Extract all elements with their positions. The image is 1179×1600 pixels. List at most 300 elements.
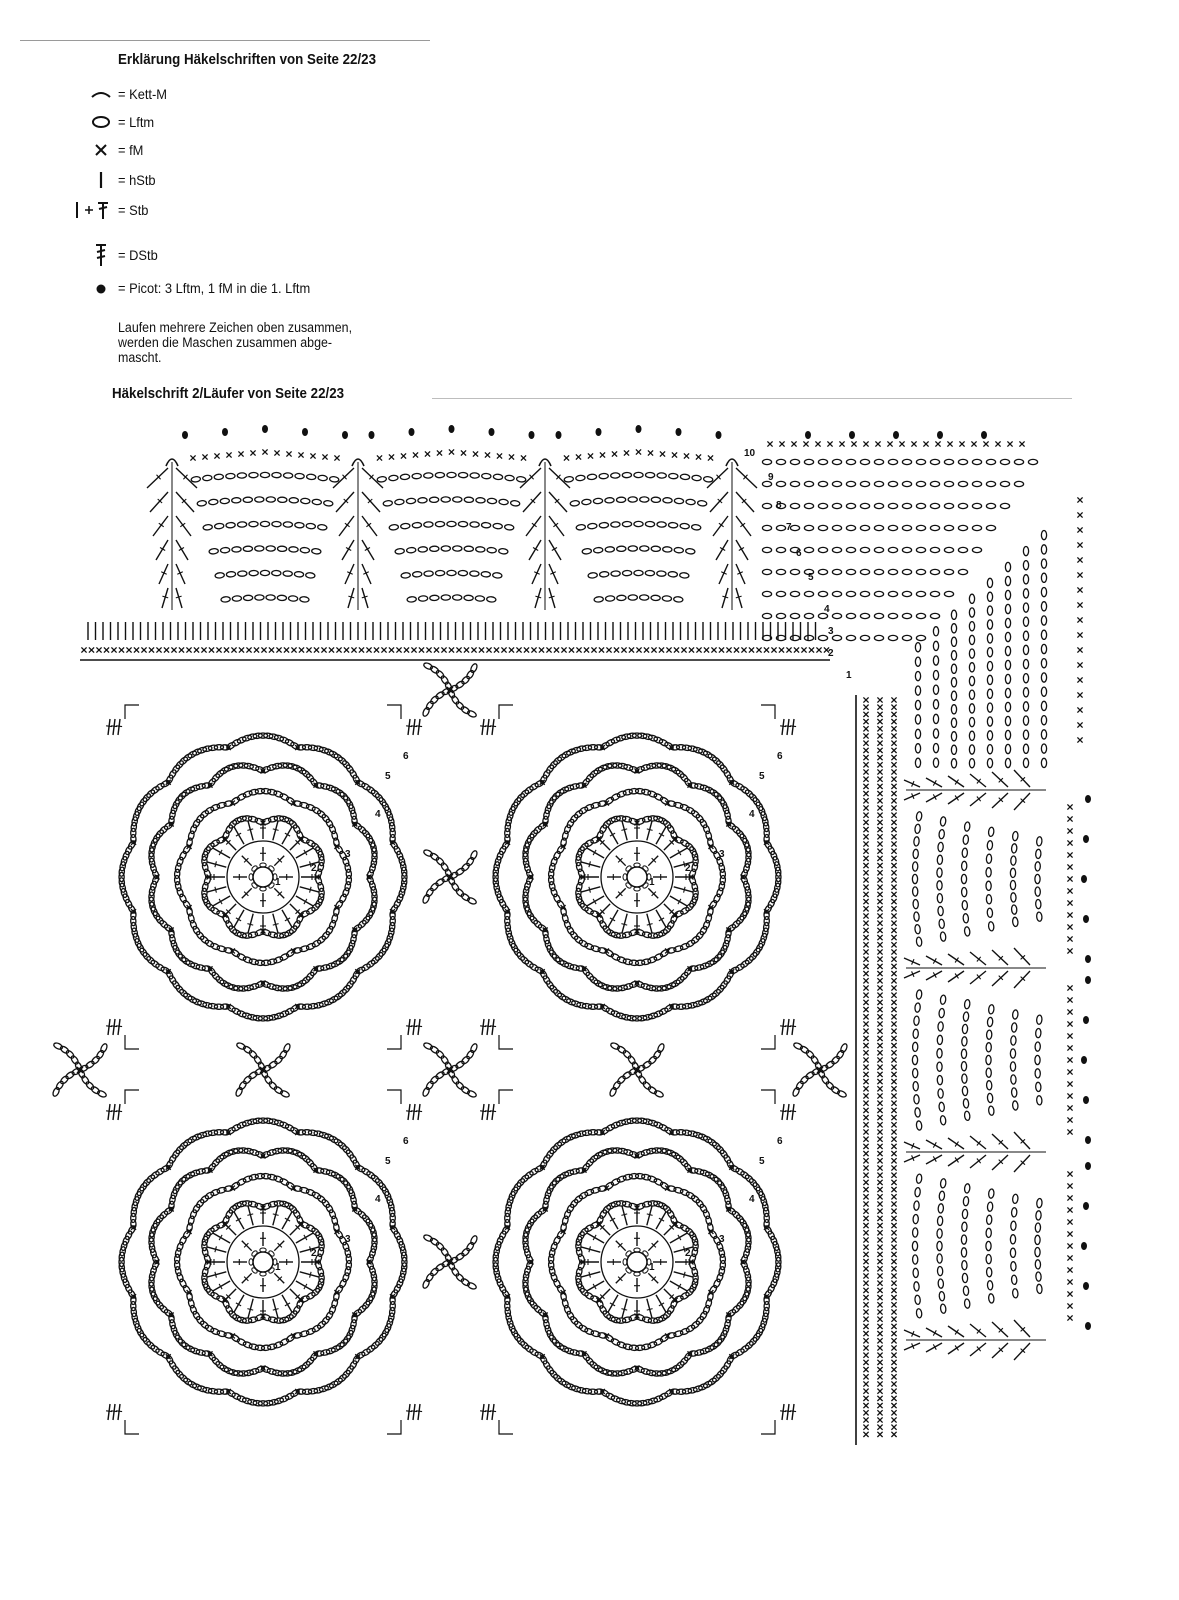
chain-stitch: [1023, 660, 1028, 669]
picot-stitch: [1085, 955, 1091, 963]
single-crochet-stitch: [877, 755, 882, 760]
chain-stitch: [986, 881, 991, 890]
double-crochet-stitch: [207, 1272, 226, 1277]
chain-stitch: [912, 862, 917, 871]
double-crochet-stitch: [242, 856, 252, 866]
chain-stitch: [1005, 646, 1010, 655]
chain-stitch: [832, 525, 841, 530]
single-crochet-stitch: [891, 863, 896, 868]
chain-stitch: [455, 1081, 465, 1091]
picot-stitch: [805, 431, 811, 439]
chain-stitch: [972, 503, 981, 508]
single-crochet-stitch: [456, 647, 461, 652]
single-crochet-stitch: [877, 1144, 882, 1149]
single-crochet-stitch: [891, 957, 896, 962]
chain-stitch: [388, 1313, 395, 1323]
chain-stitch: [120, 1273, 128, 1283]
flower-motif: [106, 705, 422, 1049]
single-crochet-stitch: [995, 441, 1000, 446]
double-crochet-stitch: [520, 468, 541, 488]
single-crochet-stitch: [863, 1057, 868, 1062]
chain-stitch: [770, 1235, 778, 1246]
double-crochet-stitch: [549, 516, 564, 536]
chain-stitch: [1005, 576, 1010, 585]
chain-stitch: [251, 1250, 258, 1257]
chain-stitch: [1000, 481, 1009, 486]
chain-stitch: [1041, 744, 1046, 753]
single-crochet-stitch: [336, 647, 341, 652]
border-layer: [80, 425, 1091, 1445]
chain-stitch: [846, 635, 855, 640]
chain-stitch: [902, 481, 911, 486]
single-crochet-stitch: [306, 647, 311, 652]
double-crochet-stitch: [408, 1404, 410, 1420]
chain-stitch: [623, 1368, 633, 1376]
chain-stitch: [175, 863, 182, 873]
motif-corner-line: [387, 1035, 401, 1049]
stitch-crossbar: [647, 1214, 653, 1216]
single-crochet-stitch: [863, 1021, 868, 1026]
double-crochet-stitch: [948, 954, 964, 965]
chain-stitch: [1011, 1262, 1017, 1271]
chain-stitch: [840, 1043, 849, 1054]
chain-stitch: [938, 1022, 944, 1032]
single-crochet-stitch: [426, 647, 431, 652]
double-crochet-stitch: [648, 856, 658, 866]
chain-stitch: [85, 1081, 95, 1091]
chain-stitch: [576, 1387, 586, 1394]
single-crochet-stitch: [877, 834, 882, 839]
chain-stitch: [122, 1235, 130, 1246]
chain-stitch: [776, 591, 785, 596]
single-crochet-stitch: [891, 1259, 896, 1264]
chain-stitch: [412, 522, 422, 528]
chain-stitch: [1035, 1260, 1041, 1269]
single-crochet-stitch: [863, 726, 868, 731]
chain-stitch: [916, 591, 925, 596]
chain-stitch: [319, 1131, 329, 1139]
chain-stitch: [1023, 730, 1028, 739]
chain-stitch: [972, 481, 981, 486]
single-crochet-stitch: [877, 1425, 882, 1430]
chain-stitch: [571, 746, 581, 754]
stitch-crossbar: [589, 887, 591, 893]
chain-stitch: [1012, 1194, 1018, 1204]
double-crochet-stitch: [549, 468, 570, 488]
chain-stitch: [398, 888, 406, 898]
single-crochet-stitch: [891, 1065, 896, 1070]
chain-stitch: [653, 1395, 664, 1403]
chain-stitch: [933, 656, 938, 665]
chain-stitch: [470, 571, 479, 577]
chain-stitch: [776, 569, 785, 574]
chain-stitch: [505, 1313, 512, 1323]
motif-corner-line: [387, 1090, 401, 1104]
single-crochet-stitch: [863, 1043, 868, 1048]
double-crochet-stitch: [608, 1212, 618, 1229]
chain-stitch: [1035, 1055, 1040, 1064]
chain-stitch: [1041, 588, 1046, 597]
single-crochet-stitch: [863, 971, 868, 976]
chain-stitch: [561, 750, 572, 759]
single-crochet-stitch: [839, 441, 844, 446]
chain-stitch: [913, 1268, 919, 1277]
chain-stitch: [804, 459, 813, 464]
chain-stitch: [825, 1081, 835, 1091]
chain-stitch: [776, 481, 785, 486]
chain-stitch: [435, 878, 446, 888]
chain-stitch: [913, 899, 919, 908]
chain-stitch: [951, 637, 956, 646]
double-crochet-stitch: [342, 540, 354, 560]
chain-stitch: [776, 613, 785, 618]
chain-stitch: [243, 595, 252, 601]
chain-stitch: [499, 499, 509, 505]
chain-stitch: [197, 1385, 207, 1393]
single-crochet-stitch: [81, 647, 86, 652]
chain-stitch: [628, 595, 637, 600]
chain-stitch: [134, 806, 142, 817]
single-crochet-stitch: [891, 1374, 896, 1379]
chain-stitch: [236, 1121, 247, 1129]
chain-stitch: [226, 522, 236, 528]
chain-stitch: [455, 1252, 466, 1262]
chain-stitch: [915, 924, 921, 934]
single-crochet-stitch: [891, 928, 896, 933]
chain-stitch: [939, 829, 945, 839]
chain-stitch: [668, 522, 678, 528]
single-crochet-stitch: [377, 455, 382, 460]
single-crochet-stitch: [1077, 512, 1082, 517]
single-crochet-stitch: [877, 1014, 882, 1019]
chain-stitch: [986, 525, 995, 530]
chain-stitch: [494, 888, 502, 898]
chain-stitch: [964, 1184, 970, 1194]
chain-stitch: [708, 1284, 718, 1295]
single-crochet-stitch: [749, 647, 754, 652]
single-crochet-stitch: [863, 791, 868, 796]
chain-stitch: [505, 816, 512, 826]
stitch-crossbar: [589, 861, 591, 867]
chain-stitch: [972, 525, 981, 530]
chain-stitch: [247, 1118, 257, 1125]
chain-stitch: [937, 1241, 942, 1250]
chain-stitch: [692, 475, 702, 481]
chain-stitch: [576, 1130, 586, 1137]
chain-stitch: [628, 497, 637, 502]
single-crochet-stitch: [877, 813, 882, 818]
single-crochet-stitch: [877, 913, 882, 918]
motif-round-number: 2: [685, 1248, 691, 1259]
chain-stitch: [131, 928, 138, 938]
chain-stitch: [969, 759, 974, 768]
chain-stitch: [1005, 618, 1010, 627]
single-crochet-stitch: [329, 647, 334, 652]
motif-layer: [52, 662, 848, 1434]
chain-stitch: [625, 1250, 632, 1257]
single-crochet-stitch: [226, 452, 231, 457]
single-crochet-stitch: [877, 1122, 882, 1127]
single-crochet-stitch: [877, 849, 882, 854]
single-crochet-stitch: [624, 450, 629, 455]
chain-stitch: [1010, 880, 1015, 889]
chain-stitch: [653, 1121, 664, 1129]
chain-stitch: [493, 474, 503, 480]
chain-stitch: [400, 1268, 407, 1278]
chain-stitch: [846, 503, 855, 508]
chain-stitch: [610, 1121, 621, 1129]
single-crochet-stitch: [863, 1396, 868, 1401]
chain-stitch: [634, 472, 643, 477]
chain-stitch: [447, 472, 456, 477]
double-crochet-stitch: [616, 888, 626, 898]
chain-stitch: [255, 546, 264, 551]
single-crochet-stitch: [674, 647, 679, 652]
single-crochet-stitch: [891, 949, 896, 954]
single-crochet-stitch: [1067, 1021, 1072, 1026]
double-crochet-stitch: [413, 1019, 415, 1035]
double-crochet-stitch: [970, 793, 986, 806]
chain-stitch: [268, 1316, 278, 1323]
single-crochet-stitch: [877, 1317, 882, 1322]
single-crochet-stitch: [1077, 587, 1082, 592]
single-crochet-stitch: [322, 454, 327, 459]
chain-stitch: [524, 863, 532, 873]
chain-stitch: [249, 1343, 259, 1350]
chain-stitch: [972, 547, 981, 552]
chain-stitch: [267, 1149, 277, 1157]
chain-stitch: [242, 1012, 252, 1020]
single-crochet-stitch: [1067, 1057, 1072, 1062]
chain-stitch: [951, 678, 956, 687]
chain-stitch: [481, 571, 491, 577]
chain-stitch: [951, 718, 956, 727]
chain-stitch: [334, 1284, 344, 1295]
chain-stitch: [467, 1090, 478, 1099]
chain-stitch: [969, 594, 974, 603]
single-crochet-stitch: [877, 748, 882, 753]
chain-stitch: [902, 459, 911, 464]
chain-stitch: [818, 635, 827, 640]
chain-stitch: [247, 733, 257, 740]
chain-stitch: [933, 641, 938, 650]
double-crochet-stitch: [108, 1104, 110, 1120]
double-crochet-stitch: [482, 719, 484, 735]
chain-stitch: [915, 1003, 921, 1013]
chain-stitch: [202, 1002, 212, 1009]
chain-stitch: [1011, 1221, 1017, 1230]
double-crochet-stitch: [926, 1155, 942, 1164]
chain-stitch: [396, 850, 404, 861]
chain-stitch: [435, 521, 444, 526]
stitch-crossbar: [215, 887, 217, 893]
chain-stitch: [951, 759, 956, 768]
chain-stitch: [694, 783, 704, 790]
single-crochet-stitch: [863, 1410, 868, 1415]
chain-stitch: [1041, 531, 1046, 540]
chain-stitch: [986, 459, 995, 464]
chain-stitch: [482, 473, 492, 479]
chain-stitch: [388, 816, 395, 826]
chain-stitch: [916, 1174, 922, 1184]
chain-stitch: [441, 497, 450, 502]
single-crochet-stitch: [591, 647, 596, 652]
chain-stitch: [65, 1049, 75, 1059]
chain-stitch: [267, 1174, 277, 1181]
legend-note: Laufen mehrere Zeichen oben zusammen, werden die Maschen zusammen abge- mascht.: [118, 320, 353, 365]
single-crochet-stitch: [891, 1180, 896, 1185]
chain-stitch: [1011, 1023, 1017, 1033]
picot-stitch: [409, 428, 415, 436]
chain-stitch: [774, 1246, 781, 1256]
chain-stitch: [743, 1266, 751, 1276]
chain-stitch: [625, 865, 632, 872]
double-crochet-stitch: [1014, 1132, 1030, 1149]
chain-stitch: [913, 1214, 919, 1223]
chain-stitch: [846, 459, 855, 464]
double-crochet-stitch: [274, 1273, 284, 1283]
chain-stitch: [190, 962, 200, 970]
single-crochet-stitch: [891, 748, 896, 753]
single-crochet-stitch: [877, 1259, 882, 1264]
chain-stitch: [1041, 687, 1046, 696]
chain-stitch: [962, 1261, 968, 1270]
single-crochet-stitch: [877, 1223, 882, 1228]
double-crochet-stitch: [418, 1104, 420, 1120]
single-crochet-stitch: [899, 441, 904, 446]
chain-stitch: [122, 1278, 130, 1289]
chain-stitch: [860, 569, 869, 574]
chain-stitch: [912, 1042, 917, 1051]
single-crochet-stitch: [891, 899, 896, 904]
chain-stitch: [962, 1086, 968, 1096]
single-crochet-stitch: [891, 1230, 896, 1235]
single-crochet-stitch: [891, 1072, 896, 1077]
chain-stitch: [119, 1246, 126, 1256]
chain-stitch: [455, 867, 466, 877]
double-crochet-stitch: [926, 956, 942, 965]
chain-stitch: [986, 1030, 992, 1039]
single-crochet-stitch: [1067, 864, 1072, 869]
single-crochet-stitch: [891, 1201, 896, 1206]
single-crochet-stitch: [1067, 852, 1072, 857]
chain-stitch: [774, 883, 781, 893]
single-crochet-stitch: [891, 1101, 896, 1106]
chain-stitch: [400, 883, 407, 893]
chain-stitch: [493, 523, 503, 529]
chain-stitch: [915, 1295, 921, 1305]
chain-stitch: [582, 548, 592, 554]
chain-stitch: [790, 591, 799, 596]
chain-stitch: [476, 497, 485, 503]
chain-stitch: [566, 1133, 577, 1141]
border-row-number: 10: [744, 448, 756, 459]
chain-stitch: [693, 746, 703, 754]
single-crochet-stitch: [891, 985, 896, 990]
single-crochet-stitch: [891, 913, 896, 918]
single-crochet-stitch: [863, 935, 868, 940]
single-crochet-stitch: [126, 647, 131, 652]
chain-stitch: [642, 1060, 653, 1070]
single-crochet-stitch: [877, 1331, 882, 1336]
double-crochet-stitch: [234, 1295, 244, 1312]
single-crochet-stitch: [425, 451, 430, 456]
chain-stitch: [1036, 1015, 1042, 1025]
double-crochet-stitch: [670, 1233, 687, 1243]
chain-stitch: [493, 1246, 500, 1256]
single-crochet-stitch: [194, 647, 199, 652]
chain-stitch: [668, 571, 678, 577]
chain-stitch: [702, 995, 713, 1004]
chain-stitch: [605, 547, 615, 553]
single-crochet-stitch: [891, 1036, 896, 1041]
chain-stitch: [267, 764, 277, 772]
chain-stitch: [190, 784, 200, 792]
chain-stitch: [616, 734, 626, 742]
chain-stitch: [951, 610, 956, 619]
single-crochet-stitch: [891, 712, 896, 717]
motif-round-number: 3: [345, 1234, 351, 1245]
chain-stitch: [776, 459, 785, 464]
chain-stitch: [832, 503, 841, 508]
chain-stitch: [651, 595, 660, 601]
double-crochet-stitch: [113, 1104, 115, 1120]
chain-stitch: [510, 1327, 519, 1338]
single-crochet-stitch: [531, 647, 536, 652]
chain-stitch: [937, 893, 943, 902]
chain-stitch: [441, 595, 450, 600]
chain-stitch: [481, 522, 491, 528]
chain-stitch: [912, 1068, 917, 1077]
chain-stitch: [134, 1323, 142, 1334]
single-crochet-stitch: [877, 733, 882, 738]
chain-stitch: [762, 816, 769, 826]
chain-stitch: [762, 928, 769, 938]
single-crochet-stitch: [659, 647, 664, 652]
chain-stitch: [268, 1250, 275, 1257]
chain-stitch: [648, 1055, 658, 1065]
single-crochet-stitch: [863, 441, 868, 446]
chain-stitch: [986, 1068, 991, 1077]
double-crochet-stitch: [234, 910, 244, 927]
single-crochet-stitch: [891, 892, 896, 897]
chain-stitch: [1005, 688, 1010, 697]
single-crochet-stitch: [877, 906, 882, 911]
chain-stitch: [987, 620, 992, 629]
chain-stitch: [913, 1029, 919, 1038]
join-motif: [422, 1234, 478, 1290]
single-crochet-stitch: [887, 441, 892, 446]
single-crochet-stitch: [1067, 876, 1072, 881]
chain-stitch: [588, 572, 598, 578]
chain-stitch: [564, 1169, 574, 1177]
single-crochet-stitch: [366, 647, 371, 652]
double-crochet-stitch: [581, 887, 600, 892]
picot-stitch: [1085, 1322, 1091, 1330]
chain-stitch: [305, 572, 315, 578]
chain-stitch: [987, 703, 992, 712]
single-crochet-stitch: [877, 1367, 882, 1372]
single-crochet-stitch: [501, 647, 506, 652]
chain-stitch: [799, 1075, 809, 1085]
double-crochet-stitch: [616, 856, 626, 866]
chain-stitch: [176, 887, 184, 897]
single-crochet-stitch: [1067, 1255, 1072, 1260]
stitch-crossbar: [273, 924, 279, 926]
single-crochet-stitch: [877, 899, 882, 904]
double-crochet-stitch: [648, 1241, 658, 1251]
chain-stitch: [550, 887, 558, 897]
